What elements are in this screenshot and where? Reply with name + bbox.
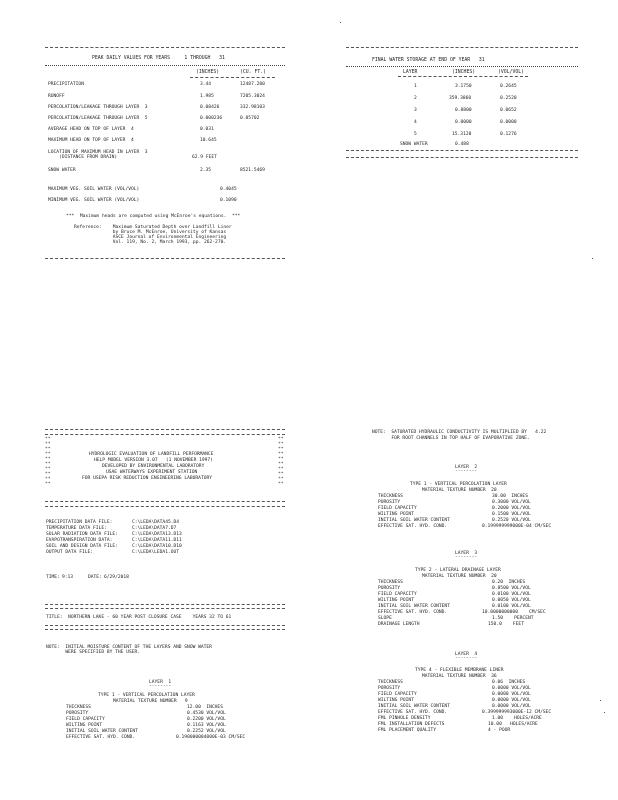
file-path: C:\LEDA\DATA11.D11	[132, 538, 182, 543]
layer-type: TYPE 4 - FLEXIBLE MEMBRANE LINER	[415, 668, 504, 673]
banner-line: USAE WATERWAYS EXPERIMENT STATION	[106, 470, 198, 475]
table-row-inches: 15.3120	[452, 132, 472, 137]
table-row-layer: 2	[414, 96, 417, 101]
property-value: 0.399999993000E-12 CM/SEC	[482, 710, 552, 715]
divider	[45, 608, 285, 609]
reference-line: Reference: Maximum Saturated Depth over Landfill Liner	[74, 225, 232, 230]
scan-speck	[604, 712, 605, 713]
table-row-inches: 2.35	[200, 168, 212, 173]
divider	[346, 66, 578, 67]
property-value: 0.0000 VOL/VOL	[492, 704, 531, 709]
max-veg-soil-label: MAXIMUM VEG. SOIL WATER (VOL/VOL)	[48, 187, 140, 192]
material-texture: MATERIAL TEXTURE NUMBER 9	[113, 699, 188, 704]
property-value: 30.00 INCHES	[492, 494, 528, 499]
property-value: 150.0 FEET	[488, 622, 524, 627]
table-row-vol: 0.0000	[500, 120, 517, 125]
scan-speck	[600, 700, 601, 701]
banner-line: HYDROLOGIC EVALUATION OF LANDFILL PERFORMANCE	[89, 452, 214, 457]
table-row-label: PERCOLATION/LEAKAGE THROUGH LAYER 3	[48, 105, 148, 110]
property-value: 0.2252 VOL/VOL	[187, 729, 226, 734]
divider	[45, 258, 285, 259]
property-value: 1.00 HOLES/ACRE	[492, 716, 542, 721]
file-path: C:\LEDA\LEDA1.OUT	[132, 550, 180, 555]
moisture-note: WERE SPECIFIED BY THE USER.	[46, 650, 141, 655]
table-row-vol: 0.1276	[500, 132, 517, 137]
layer-header: LAYER 2	[455, 465, 478, 470]
property-label: THICKNESS	[378, 494, 403, 499]
divider	[45, 434, 285, 435]
layer-header: LAYER 1	[149, 680, 172, 685]
property-value: 0.1500 VOL/VOL	[492, 512, 531, 517]
file-label: SOIL AND DESIGN DATA FILE:	[46, 544, 118, 549]
table-row-cuft: 12487.200	[240, 82, 265, 87]
col-layer-header: LAYER	[403, 70, 418, 75]
property-label: FML PINHOLE DENSITY	[378, 716, 431, 721]
snow-water-value: 0.488	[455, 142, 469, 147]
table-row-label: PERCOLATION/LEAKAGE THROUGH LAYER 5	[48, 116, 148, 121]
property-label: POROSITY	[66, 711, 89, 716]
property-value: 0.8500 VOL/VOL	[492, 586, 531, 591]
layer-header-underline: --------	[149, 684, 172, 689]
peak-title: PEAK DAILY VALUES FOR YEARS 1 THROUGH 31	[92, 56, 225, 61]
table-row-label: SNOW WATER	[48, 168, 76, 173]
file-path: C:\LEDA\DATA7.D7	[132, 526, 177, 531]
property-value: 0.0100 VOL/VOL	[492, 604, 531, 609]
table-row-inches: 1.985	[200, 94, 214, 99]
banner-line: DEVELOPED BY ENVIRONMENTAL LABORATORY	[102, 464, 205, 469]
layer-type: TYPE 1 - VERTICAL PERCOLATION LAYER	[98, 693, 195, 698]
table-row-layer: 1	[414, 84, 417, 89]
divider	[190, 77, 275, 78]
layer-header: LAYER 4	[455, 652, 478, 657]
material-texture: MATERIAL TEXTURE NUMBER 36	[422, 674, 497, 679]
reference-line: by Bruce M. McEnroe, University of Kansas	[74, 230, 227, 235]
layer-header-underline: --------	[455, 555, 478, 560]
property-value: 0.1163 VOL/VOL	[187, 723, 226, 728]
property-label: SLOPE	[378, 616, 392, 621]
divider	[45, 629, 285, 630]
property-value: 0.20 INCHES	[492, 580, 526, 585]
file-label: TEMPERATURE DATA FILE:	[46, 526, 107, 531]
date-label: DATE:	[88, 575, 102, 580]
min-veg-soil-value: 0.1090	[220, 198, 237, 203]
property-label: FML INSTALLATION DEFECTS	[378, 722, 445, 727]
property-label: FIELD CAPACITY	[66, 717, 105, 722]
table-row-vol: 0.0652	[500, 108, 517, 113]
divider	[45, 604, 285, 605]
col-cuft-header: (CU. FT.)	[240, 70, 266, 75]
file-path: C:\LEDA\DATA45.D4	[132, 520, 180, 525]
time-label: TIME:	[46, 575, 60, 580]
storage-title: FINAL WATER STORAGE AT END OF YEAR 31	[372, 58, 485, 63]
property-value: 0.4530 VOL/VOL	[187, 711, 226, 716]
run-title: TITLE: NORTHERN LAKE - 60 YEAR POST CLOSURE CASE YEARS 32 TO 61	[46, 615, 232, 620]
property-value: 0.0000 VOL/VOL	[492, 698, 531, 703]
banner-line: HELP MODEL VERSION 3.07 (1 NOVEMBER 1997)	[94, 458, 213, 463]
mcenroe-note: *** Maximum heads are computed using McEnroe's equations. ***	[66, 214, 241, 219]
time-value: 9:13	[62, 575, 74, 580]
layer-type: TYPE 1 - VERTICAL PERCOLATION LAYER	[410, 482, 507, 487]
property-label: FIELD CAPACITY	[378, 506, 417, 511]
file-label: SOLAR RADIATION DATA FILE:	[46, 532, 118, 537]
property-label: INITIAL SOIL WATER CONTENT	[66, 729, 138, 734]
layer-header-underline: --------	[455, 469, 478, 474]
file-label: PRECIPITATION DATA FILE:	[46, 520, 113, 525]
table-row-inches: 62.9 FEET	[192, 155, 217, 160]
property-label: WILTING POINT	[378, 598, 414, 603]
table-row-inches: 3.44	[200, 82, 212, 87]
table-row-layer: 4	[414, 120, 417, 125]
divider	[346, 150, 578, 151]
table-row-layer: 5	[414, 132, 417, 137]
divider	[346, 157, 578, 158]
table-row-inches: 0.08426	[200, 105, 220, 110]
property-label: INITIAL SOIL WATER CONTENT	[378, 604, 450, 609]
property-value: 0.2200 VOL/VOL	[187, 717, 226, 722]
property-value: 0.2000 VOL/VOL	[492, 506, 531, 511]
property-label: INITIAL SOIL WATER CONTENT	[378, 704, 450, 709]
table-row-cuft: 7205.3024	[240, 94, 265, 99]
divider	[45, 65, 285, 66]
property-label: THICKNESS	[66, 705, 91, 710]
banner-border-right: ** ** ** ** ** ** ** ** ** **	[278, 437, 284, 487]
property-value: 10.00 HOLES/ACRE	[488, 722, 538, 727]
property-value: 0.199999999000E-04 CM/SEC	[482, 524, 552, 529]
col-inches-header: (INCHES)	[452, 70, 476, 75]
property-value: 4 - POOR	[488, 728, 511, 733]
property-label: DRAINAGE LENGTH	[378, 622, 420, 627]
date-value: 6/29/2018	[104, 575, 129, 580]
table-row-label: PRECIPITATION	[48, 82, 84, 87]
material-texture: MATERIAL TEXTURE NUMBER 20	[422, 488, 497, 493]
property-label: WILTING POINT	[378, 512, 414, 517]
property-value: 0.06 INCHES	[492, 680, 526, 685]
file-path: C:\LEDA\DATA10.D10	[132, 544, 182, 549]
layer-header: LAYER 3	[455, 551, 478, 556]
banner-border-left: ** ** ** ** ** ** ** ** ** **	[45, 437, 51, 487]
table-row-vol: 0.2645	[500, 84, 517, 89]
property-value: 12.00 INCHES	[187, 705, 223, 710]
property-label: POROSITY	[378, 500, 401, 505]
property-value: 0.0000 VOL/VOL	[492, 692, 531, 697]
property-label: EFFECTIVE SAT. HYD. COND.	[378, 710, 448, 715]
property-label: FIELD CAPACITY	[378, 692, 417, 697]
property-label: FML PLACEMENT QUALITY	[378, 728, 437, 733]
property-value: 0.3000 VOL/VOL	[492, 500, 531, 505]
property-label: EFFECTIVE SAT. HYD. COND.	[378, 610, 448, 615]
moisture-note: NOTE: INITIAL MOISTURE CONTENT OF THE LAYERS AND SNOW WATER	[46, 645, 212, 650]
file-label: OUTPUT DATA FILE:	[46, 550, 94, 555]
property-label: FIELD CAPACITY	[378, 592, 417, 597]
property-label: POROSITY	[378, 586, 401, 591]
file-path: C:\LEDA\DATA13.D13	[132, 532, 182, 537]
table-row-layer: 3	[414, 108, 417, 113]
table-row-inches: 3.1750	[455, 84, 472, 89]
property-label: WILTING POINT	[66, 723, 102, 728]
property-label: EFFECTIVE SAT. HYD. COND.	[66, 735, 136, 740]
table-row-inches: 0.8800	[455, 108, 472, 113]
table-row-label: LOCATION OF MAXIMUM HEAD IN LAYER 3	[48, 150, 148, 155]
divider	[45, 429, 285, 430]
min-veg-soil-label: MINIMUM VEG. SOIL WATER (VOL/VOL)	[48, 198, 140, 203]
property-value: 0.190000004000E-03 CM/SEC	[176, 735, 246, 740]
snow-water-label: SNOW WATER	[400, 142, 428, 147]
col-inches-header: (INCHES)	[196, 70, 220, 75]
table-row-inches: 10.645	[200, 138, 217, 143]
property-label: THICKNESS	[378, 580, 403, 585]
col-vol-header: (VOL/VOL)	[498, 70, 524, 75]
table-row-inches: 0.000236	[200, 116, 223, 121]
divider	[45, 506, 285, 507]
layer-type: TYPE 2 - LATERAL DRAINAGE LAYER	[415, 568, 501, 573]
max-veg-soil-value: 0.4045	[220, 187, 237, 192]
table-row-inches: 0.031	[200, 127, 214, 132]
table-row-cuft: 332.98103	[240, 105, 265, 110]
conductivity-note: FOR ROOT CHANNELS IN TOP HALF OF EVAPORATIVE ZONE.	[372, 436, 530, 441]
material-texture: MATERIAL TEXTURE NUMBER 20	[422, 574, 497, 579]
property-label: POROSITY	[378, 686, 401, 691]
divider	[45, 501, 285, 502]
table-row-inches: 359.3860	[449, 96, 472, 101]
property-label: THICKNESS	[378, 680, 403, 685]
table-row-label: MAXIMUM HEAD ON TOP OF LAYER 4	[48, 138, 134, 143]
property-label: WILTING POINT	[378, 698, 414, 703]
table-row-label: RUNOFF	[48, 94, 65, 99]
scan-speck	[340, 22, 341, 23]
property-label: EFFECTIVE SAT. HYD. COND.	[378, 524, 448, 529]
table-row-label: (DISTANCE FROM DRAIN)	[48, 155, 118, 160]
divider	[346, 47, 578, 48]
property-value: 0.2520 VOL/VOL	[492, 518, 531, 523]
table-row-label: AVERAGE HEAD ON TOP OF LAYER 4	[48, 127, 134, 132]
reference-line: Vol. 119, No. 2, March 1993, pp. 262-270.	[74, 240, 227, 245]
table-row-cuft: 0.85702	[240, 116, 260, 121]
divider	[45, 625, 285, 626]
file-label: EVAPOTRANSPIRATION DATA:	[46, 538, 113, 543]
divider	[398, 76, 528, 77]
layer-header-underline: --------	[455, 656, 478, 661]
property-value: 0.0100 VOL/VOL	[492, 592, 531, 597]
property-value: 0.0000 VOL/VOL	[492, 686, 531, 691]
table-row-cuft: 8521.5469	[240, 168, 265, 173]
divider	[45, 47, 285, 48]
scan-speck	[592, 258, 593, 259]
banner-line: FOR USEPA RISK REDUCTION ENGINEERING LABORATORY	[82, 476, 212, 481]
table-row-vol: 0.2520	[500, 96, 517, 101]
property-value: 0.0050 VOL/VOL	[492, 598, 531, 603]
reference-line: ASCE Journal of Environmental Engineering	[74, 235, 227, 240]
property-label: INITIAL SOIL WATER CONTENT	[378, 518, 450, 523]
property-value: 1.50 PERCENT	[492, 616, 534, 621]
property-value: 10.0000000000 CM/SEC	[482, 610, 546, 615]
table-row-inches: 0.0000	[455, 120, 472, 125]
conductivity-note: NOTE: SATURATED HYDRAULIC CONDUCTIVITY IS MULTIPLIED BY 4.22	[372, 430, 547, 435]
